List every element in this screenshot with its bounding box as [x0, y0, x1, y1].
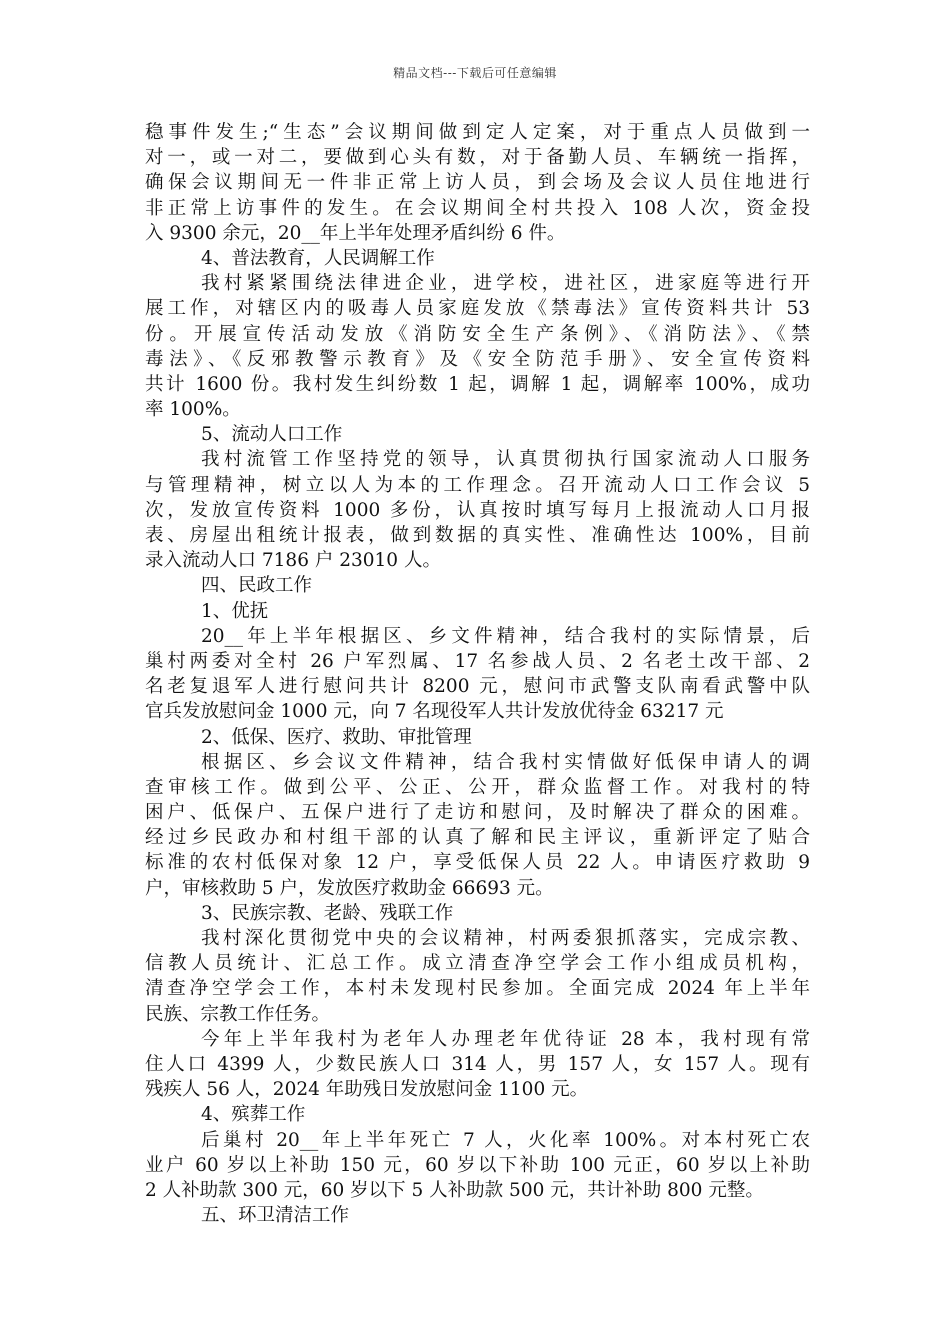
- section-heading: 四、民政工作: [201, 575, 313, 597]
- text-line: 展工作，对辖区内的吸毒人员家庭发放《禁毒法》宣传资料共计 53: [145, 298, 810, 320]
- text-line: 表、房屋出租统计报表，做到数据的真实性、准确性达 100%，目前: [145, 525, 810, 546]
- text-line: 名老复退军人进行慰问共计 8200 元，慰问市武警支队南看武警中队: [145, 676, 810, 698]
- text-line: 对一，或一对二，要做到心头有数，对于备勤人员、车辆统一指挥，: [145, 147, 810, 169]
- text-line: 录入流动人口 7186 户 23010 人。: [145, 550, 441, 572]
- section-heading: 4、殡葬工作: [201, 1104, 306, 1126]
- text-line: 标准的农村低保对象 12 户，享受低保人员 22 人。申请医疗救助 9: [145, 852, 810, 874]
- section-heading: 4、普法教育，人民调解工作: [201, 247, 435, 269]
- text-line: 住人口 4399 人，少数民族人口 314 人，男 157 人，女 157 人。现有: [145, 1053, 810, 1075]
- text-line: 次，发放宣传资料 1000 多份，认真按时填写每月上报流动人口月报: [145, 499, 810, 521]
- text-line: 率 100%。: [145, 399, 241, 421]
- text-line: 共计 1600 份。我村发生纠纷数 1 起，调解 1 起，调解率 100%，成功: [145, 373, 810, 395]
- text-line: 2 人补助款 300 元，60 岁以下 5 人补助款 500 元，共计补助 800 元整。: [145, 1179, 764, 1201]
- text-line: 残疾人 56 人，2024 年助残日发放慰问金 1100 元。: [145, 1079, 589, 1101]
- section-heading: 3、民族宗教、老龄、残联工作: [201, 902, 454, 924]
- text-line: 与管理精神，树立以人为本的工作理念。召开流动人口工作会议 5: [145, 474, 810, 496]
- text-line: 民族、宗教工作任务。: [145, 1003, 331, 1025]
- text-line: 确保会议期间无一件非正常上访人员，到会场及会议人员住地进行: [145, 172, 810, 194]
- text-line: 困户、低保户、五保户进行了走访和慰问，及时解决了群众的困难。: [145, 802, 810, 824]
- text-line: 20__年上半年根据区、乡文件精神，结合我村的实际情景，后: [201, 625, 810, 647]
- section-heading: 2、低保、医疗、救助、审批管理: [201, 726, 472, 748]
- text-line: 非正常上访事件的发生。在会议期间全村共投入 108 人次，资金投: [145, 197, 810, 219]
- text-line: 我村紧紧围绕法律进企业，进学校，进社区，进家庭等进行开: [201, 273, 810, 295]
- document-body: [145, 120, 810, 1228]
- text-line: 毒法》、《反邪教警示教育》及《安全防范手册》、安全宣传资料: [145, 348, 810, 370]
- text-line: 巢村两委对全村 26 户军烈属、17 名参战人员、2 名老土改干部、2: [145, 650, 810, 672]
- text-line: 后巢村 20__年上半年死亡 7 人，火化率 100%。对本村死亡农: [201, 1129, 810, 1151]
- section-heading: 五、环卫清洁工作: [201, 1205, 350, 1227]
- text-line: 业户 60 岁以上补助 150 元，60 岁以下补助 100 元正，60 岁以上补助: [145, 1154, 810, 1176]
- text-line: 官兵发放慰问金 1000 元，向 7 名现役军人共计发放优待金 63217 元: [145, 701, 724, 723]
- text-line: 查审核工作。做到公平、公正、公开，群众监督工作。对我村的特: [145, 776, 810, 798]
- text-line: 稳事件发生;“生态”会议期间做到定人定案，对于重点人员做到一: [145, 122, 810, 143]
- page-header: 精品文档---下载后可任意编辑: [393, 66, 557, 80]
- text-line: 今年上半年我村为老年人办理老年优待证 28 本，我村现有常: [201, 1028, 810, 1050]
- text-line: 我村深化贯彻党中央的会议精神，村两委狠抓落实，完成宗教、: [201, 928, 810, 949]
- section-heading: 1、优抚: [201, 600, 269, 622]
- text-line: 经过乡民政办和村组干部的认真了解和民主评议，重新评定了贴合: [145, 827, 810, 849]
- section-heading: 5、流动人口工作: [201, 424, 343, 446]
- text-line: 根据区、乡会议文件精神，结合我村实情做好低保申请人的调: [201, 751, 810, 773]
- text-line: 入 9300 余元，20__年上半年处理矛盾纠纷 6 件。: [145, 222, 566, 244]
- text-line: 份。开展宣传活动发放《消防安全生产条例》、《消防法》、《禁: [145, 323, 810, 345]
- text-line: 信教人员统计、汇总工作。成立清查净空学会工作小组成员机构，: [145, 953, 810, 975]
- text-line: 我村流管工作坚持党的领导，认真贯彻执行国家流动人口服务: [201, 449, 810, 471]
- text-line: 户，审核救助 5 户，发放医疗救助金 66693 元。: [145, 877, 554, 899]
- text-line: 清查净空学会工作，本村未发现村民参加。全面完成 2024 年上半年: [145, 978, 810, 1000]
